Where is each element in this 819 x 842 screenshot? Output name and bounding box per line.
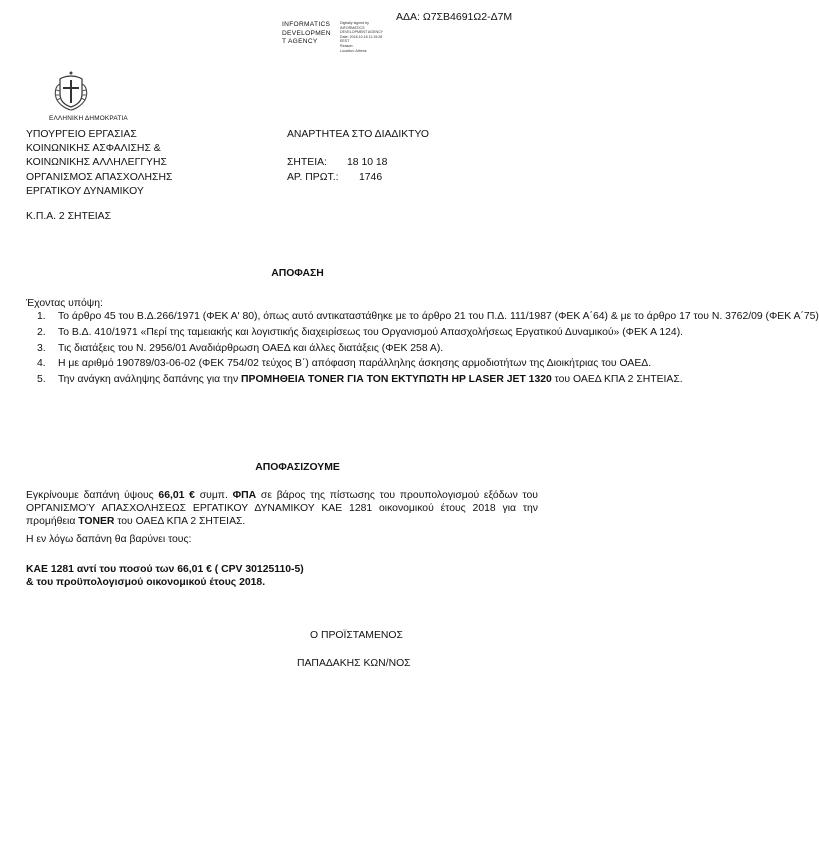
stamp-detail-line: EEST: [340, 39, 350, 44]
publication-notice: ΑΝΑΡΤΗΤΕΑ ΣΤΟ ΔΙΑΔΙΚΤΥΟ: [287, 129, 429, 140]
amount-bold: 66,01 €: [158, 490, 195, 501]
signatory-name: ΠΑΠΑΔΑΚΗΣ ΚΩΝ/ΝΟΣ: [297, 658, 411, 669]
kae-line: & του προϋπολογισμού οικονομικού έτους 2018.: [26, 577, 266, 588]
protocol-value: 1746: [359, 171, 383, 183]
protocol-label: ΑΡ. ΠΡΩΤ.:: [287, 171, 339, 183]
digital-signature-stamp: [282, 21, 331, 47]
stamp-detail-line: Location: Athens: [340, 48, 367, 53]
item-text: Το άρθρο 45 του Β.Δ.266/1971 (ΦΕΚ Α' 80), όπως αυτό αντικαταστάθηκε με το άρθρο 21 του Π.Δ. 111/1987 (ΦΕΚ Α΄64) & με το άρθρο 17 του Ν. 3762/09 (ΦΕΚ Α΄75): [58, 311, 819, 322]
republic-label: ΕΛΛΗΝΙΚΗ ΔΗΜΟΚΡΑΤΙΑ: [49, 115, 128, 122]
stamp-detail-line: DEVELOPMENT AGENCY: [340, 30, 384, 35]
item-number: 4.: [37, 358, 46, 370]
item-number: 3.: [37, 342, 46, 354]
sender-line: ΚΟΙΝΩΝΙΚΗΣ ΑΣΦΑΛΙΣΗΣ &: [26, 143, 161, 155]
sender-line: ΚΟΙΝΩΝΙΚΗΣ ΑΛΛΗΛΕΓΓΥΗΣ: [26, 157, 167, 169]
item-number: 5.: [37, 374, 46, 386]
list-item: [37, 374, 683, 387]
toner-bold: TONER: [78, 515, 115, 527]
item-number: 2.: [37, 326, 46, 338]
para-text: σε βάρος της πίστωσης του προυπολογισμού εξόδων του ΟΡΓΑΝΙΣΜΟΎ ΑΠΑΣΧΟΛΗΣΕΩΣ ΕΡΓΑΤΙΚΟΥ ΔΥΝΑΜΙΚΟΥ ΚΑΕ 1281 οικονομικού έτους 2018 για την προμήθεια: [26, 490, 538, 527]
stamp-line: DEVELOPMEN: [282, 29, 331, 37]
date-value: 18 10 18: [347, 157, 388, 169]
approval-paragraph: [26, 490, 538, 528]
stamp-detail-line: Reason:: [340, 43, 354, 48]
stamp-detail-line: Date: 2018.10.18 11:15:28: [340, 34, 383, 39]
list-item: [37, 311, 819, 324]
signatory-role: Ο ΠΡΟΪΣΤΑΜΕΝΟΣ: [310, 630, 403, 641]
place-date-row: [287, 156, 429, 170]
ada-code: ΑΔΑ: Ω7ΣΒ4691Ω2-Δ7Μ: [396, 11, 513, 23]
item-text: Η με αριθμό 190789/03-06-02 (ΦΕΚ 754/02 τεύχος Β΄) απόφαση παράλληλης άσκησης αρμοδιοτήτων της Διοικήτριας του ΟΑΕΔ.: [58, 358, 652, 370]
considering-label: Έχοντας υπόψη:: [26, 298, 103, 309]
kpa-office: Κ.Π.Α. 2 ΣΗΤΕΙΑΣ: [26, 211, 112, 222]
para-text: Εγκρίνουμε δαπάνη ύψους: [26, 490, 159, 501]
item-text: Τις διατάξεις του Ν. 2956/01 Αναδιάρθρωση ΟΑΕΔ και άλλες διατάξεις (ΦΕΚ 258 Α).: [58, 342, 444, 354]
item-text: Την ανάγκη ανάληψης δαπάνης για την: [58, 374, 242, 386]
we-decide-title: ΑΠΟΦΑΣΙΖΟΥΜΕ: [255, 462, 340, 473]
list-item: [37, 342, 538, 356]
stamp-detail-line: INFORMATICS: [340, 25, 365, 30]
item-text: Το Β.Δ. 410/1971 «Περί της ταμειακής και λογιστικής διαχειρίσεως του Οργανισμού Απασχολήσεως Εργατικού Δυναμικού» (ΦΕΚ Α 124).: [58, 326, 684, 338]
place-label: ΣΗΤΕΙΑ:: [287, 157, 327, 169]
sender-line: ΟΡΓΑΝΙΣΜΟΣ ΑΠΑΣΧΟΛΗΣΗΣ: [26, 171, 173, 183]
digital-signature-details: [340, 21, 383, 53]
decision-title: ΑΠΟΦΑΣΗ: [271, 268, 324, 279]
para-text: συμπ.: [194, 490, 233, 501]
publication-block: [287, 128, 429, 185]
kae-block: [26, 563, 304, 589]
greek-coat-of-arms-icon: [51, 70, 91, 112]
protocol-row: [287, 171, 429, 185]
para-text: του ΟΑΕΔ ΚΠΑ 2 ΣΗΤΕΙΑΣ.: [114, 515, 246, 527]
list-item: [37, 358, 652, 371]
sender-line: ΥΠΟΥΡΓΕΙΟ ΕΡΓΑΣΙΑΣ: [26, 129, 137, 140]
stamp-line: INFORMATICS: [282, 21, 331, 28]
sender-block: [26, 128, 172, 199]
burden-line: Η εν λόγω δαπάνη θα βαρύνει τους:: [26, 534, 192, 545]
stamp-line: T AGENCY: [282, 38, 318, 46]
item-bold-text: ΠΡΟΜΗΘΕΙΑ TONER ΓΙΑ ΤΟΝ ΕΚΤΥΠΩΤΗ HP LASER JET 1320: [241, 374, 552, 386]
considerations-list: [37, 311, 819, 390]
item-text-end: του ΟΑΕΔ ΚΠΑ 2 ΣΗΤΕΙΑΣ.: [551, 374, 683, 386]
sender-line: ΕΡΓΑΤΙΚΟΥ ΔΥΝΑΜΙΚΟΥ: [26, 185, 144, 197]
kae-line: ΚΑΕ 1281 αντί του ποσού των 66,01 € ( CPV 30125110-5): [26, 564, 304, 575]
stamp-detail-line: Digitally signed by: [340, 21, 369, 25]
list-item: [37, 326, 684, 340]
vat-bold: ΦΠΑ: [232, 490, 257, 501]
item-number: 1.: [37, 311, 46, 322]
